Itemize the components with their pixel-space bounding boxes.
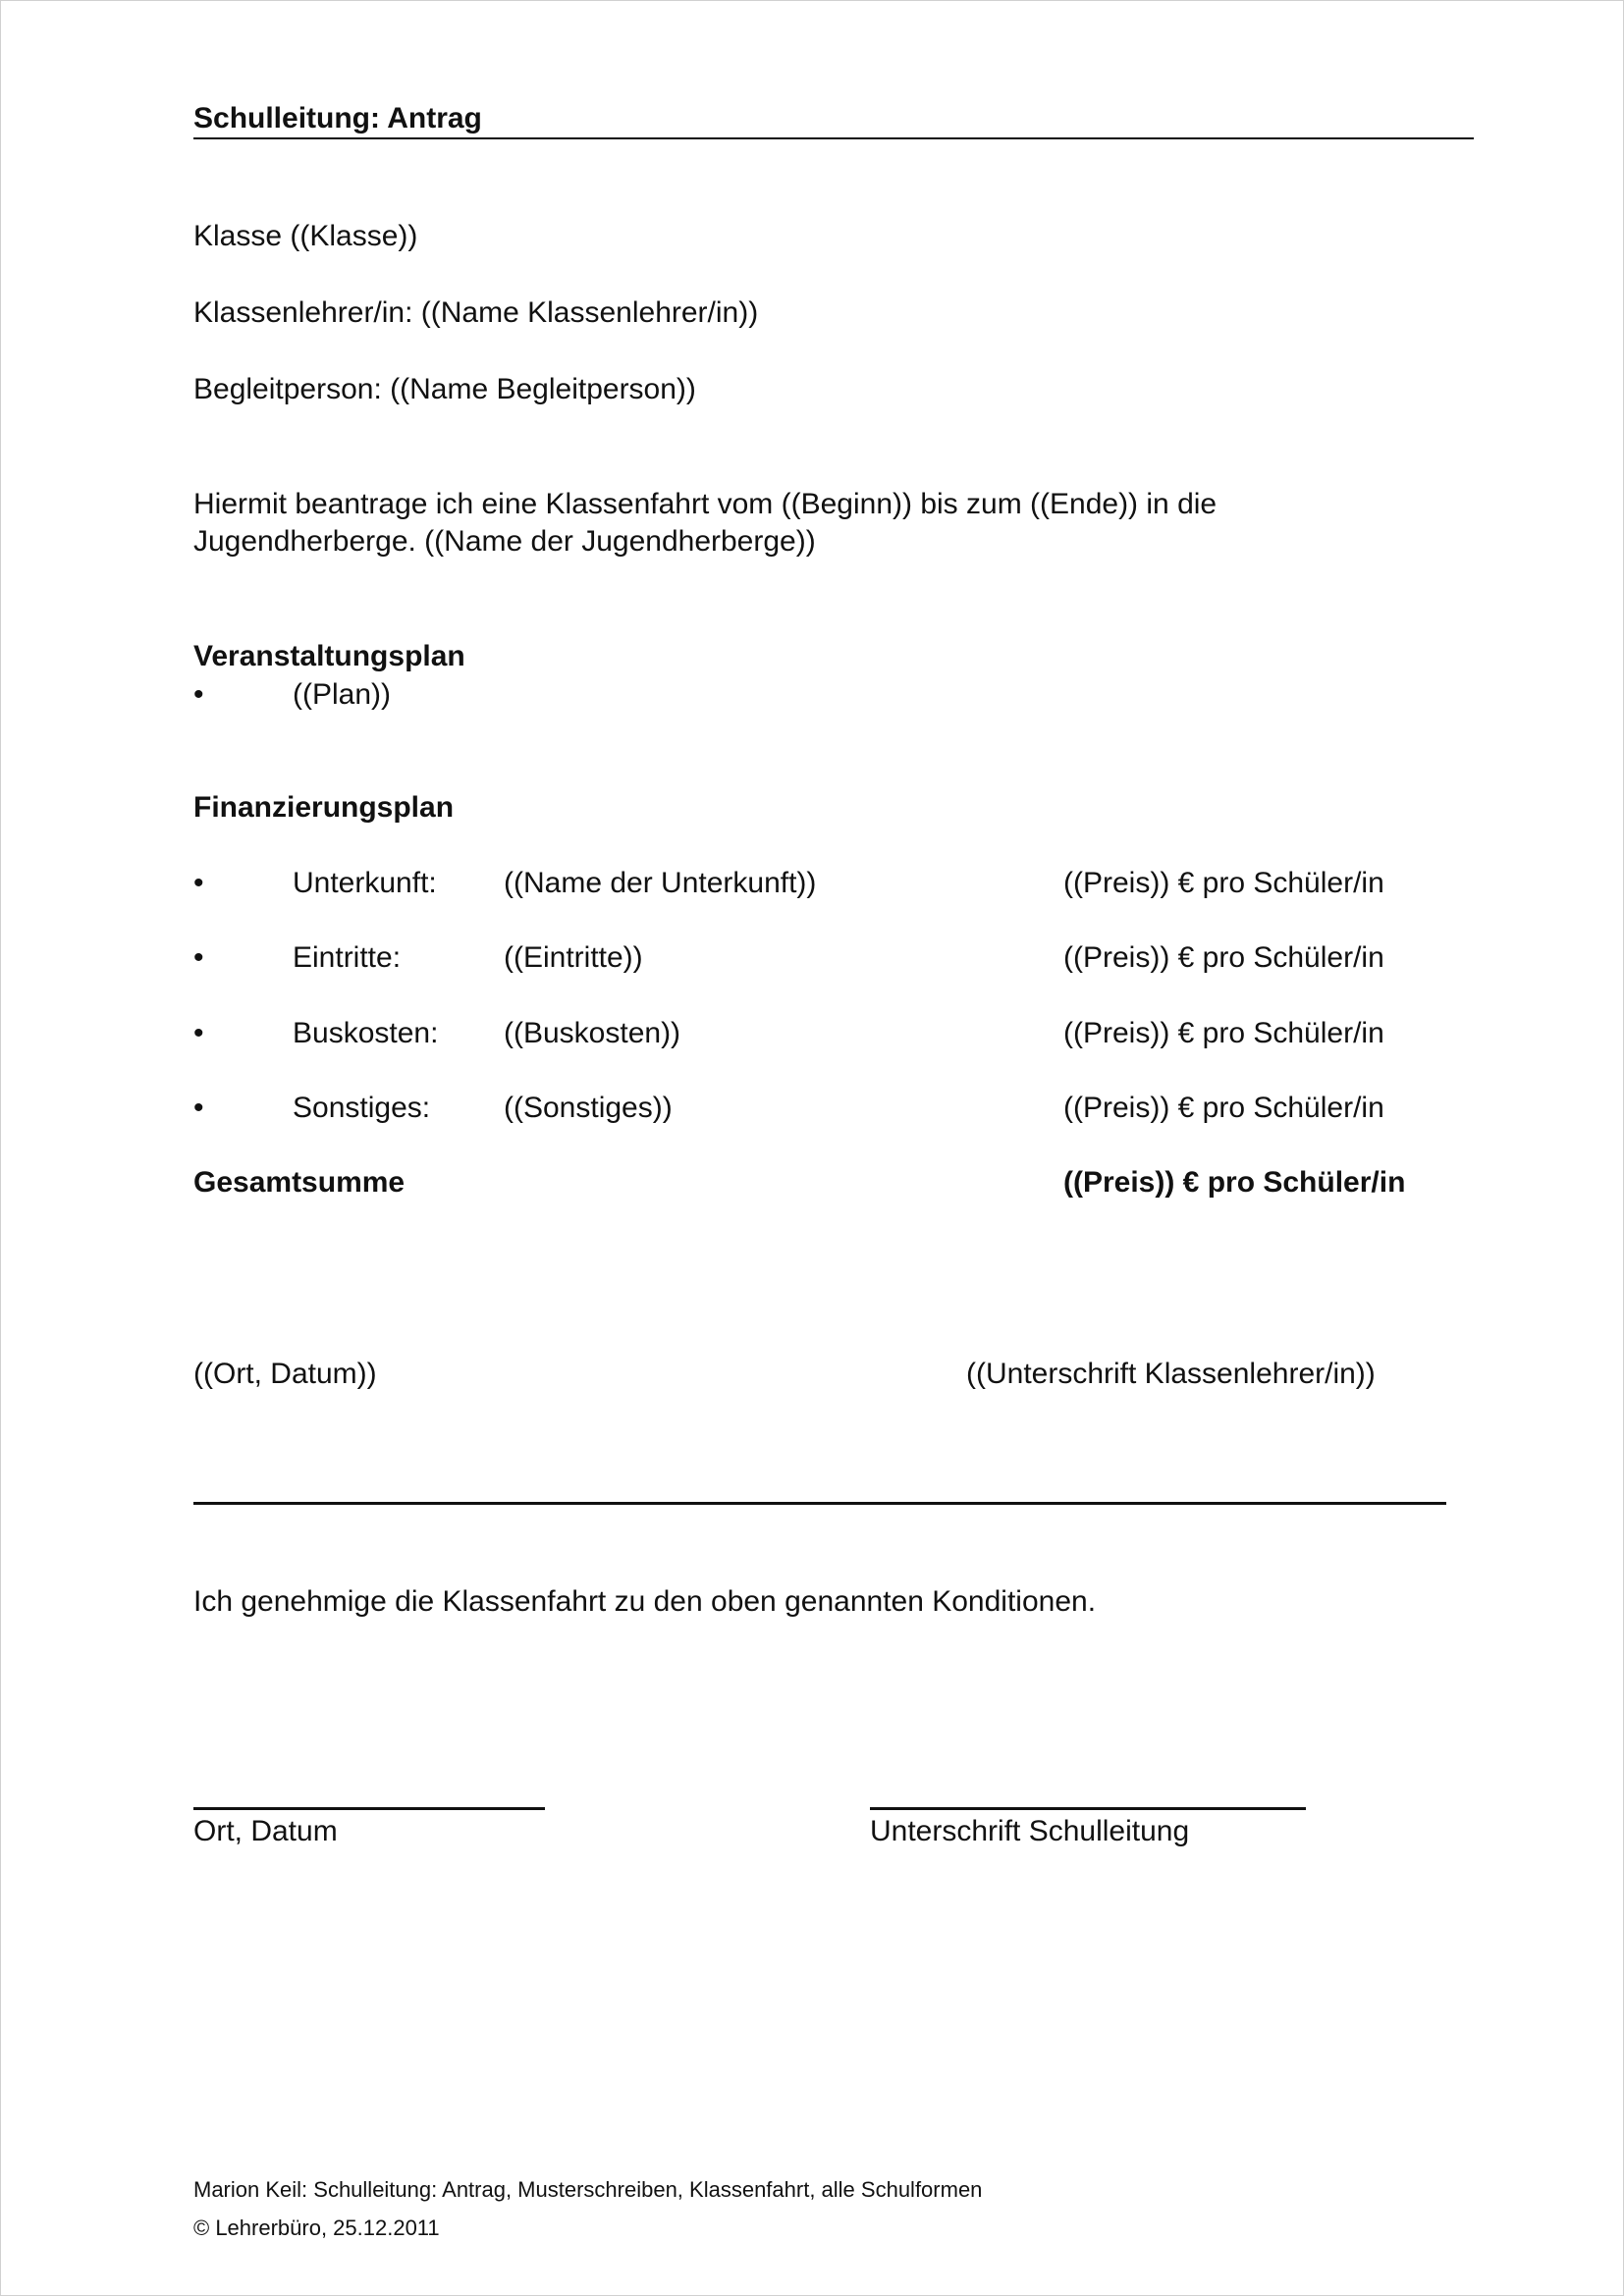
footer-source: Marion Keil: Schulleitung: Antrag, Musterschreiben, Klassenfahrt, alle Schulformen xyxy=(193,2177,983,2202)
bullet-icon: • xyxy=(193,1092,204,1124)
field-klassenlehrer: Klassenlehrer/in: ((Name Klassenlehrer/in)) xyxy=(193,296,759,329)
total-label: Gesamtsumme xyxy=(193,1166,406,1199)
total-price: ((Preis)) € pro Schüler/in xyxy=(1063,1166,1406,1199)
plan-item: ((Plan)) xyxy=(293,678,392,711)
cost-row-value: ((Eintritte)) xyxy=(504,941,643,974)
finanzierungsplan-heading: Finanzierungsplan xyxy=(193,791,455,824)
bullet-icon: • xyxy=(193,941,204,974)
place-date-placeholder: ((Ort, Datum)) xyxy=(193,1358,377,1390)
cost-row-value: ((Name der Unterkunft)) xyxy=(504,867,817,899)
bullet-icon: • xyxy=(193,1017,204,1049)
intro-line-1: Hiermit beantrage ich eine Klassenfahrt vom ((Beginn)) bis zum ((Ende)) in die xyxy=(193,488,1218,520)
cost-row-value: ((Sonstiges)) xyxy=(504,1092,673,1124)
bullet-icon: • xyxy=(193,867,204,899)
cost-row-price: ((Preis)) € pro Schüler/in xyxy=(1063,867,1384,899)
header-rule xyxy=(193,137,1474,139)
place-date-label: Ort, Datum xyxy=(193,1815,338,1847)
field-begleitperson: Begleitperson: ((Name Begleitperson)) xyxy=(193,373,696,405)
veranstaltungsplan-heading: Veranstaltungsplan xyxy=(193,640,465,672)
intro-line-2: Jugendherberge. ((Name der Jugendherberge)) xyxy=(193,525,816,558)
bullet-icon: • xyxy=(193,678,204,711)
cost-row-price: ((Preis)) € pro Schüler/in xyxy=(1063,1017,1384,1049)
footer-copyright: © Lehrerbüro, 25.12.2011 xyxy=(193,2216,440,2240)
cost-row-label: Unterkunft: xyxy=(293,867,437,899)
principal-signature-line xyxy=(870,1807,1306,1810)
cost-row-label: Sonstiges: xyxy=(293,1092,431,1124)
place-date-signature-line xyxy=(193,1807,545,1810)
cost-row-price: ((Preis)) € pro Schüler/in xyxy=(1063,1092,1384,1124)
approval-text: Ich genehmige die Klassenfahrt zu den oben genannten Konditionen. xyxy=(193,1585,1097,1618)
cost-row-price: ((Preis)) € pro Schüler/in xyxy=(1063,941,1384,974)
cost-row-label: Eintritte: xyxy=(293,941,402,974)
document-title: Schulleitung: Antrag xyxy=(193,102,482,134)
teacher-signature-placeholder: ((Unterschrift Klassenlehrer/in)) xyxy=(966,1358,1376,1390)
field-klasse: Klasse ((Klasse)) xyxy=(193,220,418,252)
section-divider xyxy=(193,1502,1446,1505)
principal-signature-label: Unterschrift Schulleitung xyxy=(870,1815,1190,1847)
cost-row-value: ((Buskosten)) xyxy=(504,1017,681,1049)
cost-row-label: Buskosten: xyxy=(293,1017,439,1049)
